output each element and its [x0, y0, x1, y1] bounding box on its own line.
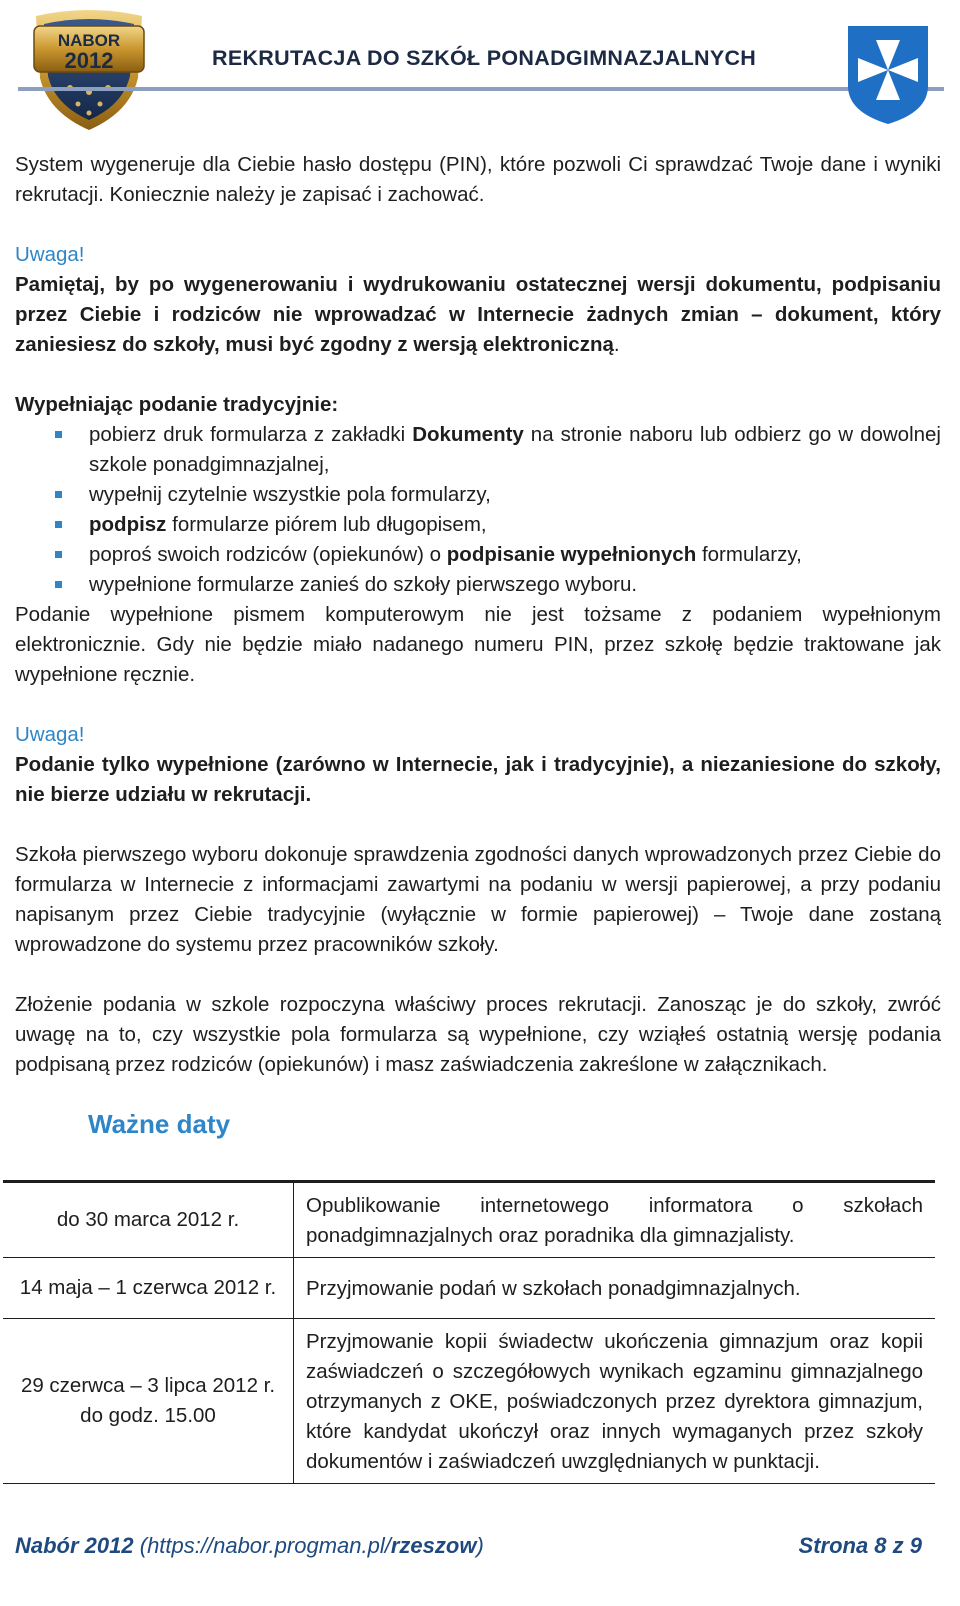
list-item: wypełnij czytelnie wszystkie pola formularzy,	[15, 480, 941, 510]
important-dates-title: Ważne daty	[88, 1109, 231, 1139]
submission-paragraph: Złożenie podania w szkole rozpoczyna właściwy proces rekrutacji. Zanosząc je do szkoły, zwróć uwagę na to, czy wszystkie pola formularza są wypełnione, czy wziąłeś ostatnią wersję podania podpisaną przez rodziców (opiekunów) i masz zaświadczenia zakreślone w załącznikach.	[15, 993, 941, 1076]
footer-url-region: rzeszow	[390, 1533, 477, 1558]
description-cell: Opublikowanie internetowego informatora o szkołach ponadgimnazjalnych oraz poradnika dla gimnazjalisty.	[306, 1194, 923, 1247]
warning-text: Pamiętaj, by po wygenerowaniu i wydrukowaniu ostatecznej wersji dokumentu, podpisaniu przez Ciebie i rodziców nie wprowadzać w Internecie żadnych zmian – dokument, który zaniesiesz do szkoły, musi być zgodny z wersją elektroniczną	[15, 273, 941, 356]
footer-url: (https://nabor.progman.pl/	[133, 1533, 391, 1558]
important-dates-table	[3, 1180, 935, 1484]
warning-label: Uwaga!	[15, 723, 85, 746]
warning-paragraph: Podanie tylko wypełnione (zarówno w Internecie, jak i tradycyjnie), a niezaniesione do szkoły, nie bierze udziału w rekrutacji.	[15, 753, 941, 806]
traditional-steps-list	[15, 420, 941, 600]
typed-form-note: Podanie wypełnione pismem komputerowym nie jest tożsame z podaniem wypełnionym elektronicznie. Gdy nie będzie miało nadanego numeru PIN, przez szkołę będzie traktowane jak wypełnione ręcznie.	[15, 603, 941, 686]
description-cell: Przyjmowanie kopii świadectw ukończenia gimnazjum oraz kopii zaświadczeń o szczegółowych wynikach egzaminu gimnazjalnego otrzymanych z OKE, poświadczonych przez dyrektora gimnazjum, które kandydat ukończył oraz innych wymaganych przez szkoły dokumentów i zaświadczeń uwzględnianych w punktacji.	[294, 1319, 936, 1484]
nabor-2012-logo	[30, 8, 148, 132]
footer-brand: Nabór 2012	[15, 1533, 134, 1558]
document-body	[15, 150, 941, 1080]
date-cell: 14 maja – 1 czerwca 2012 r.	[3, 1258, 294, 1319]
header-title: REKRUTACJA DO SZKÓŁ PONADGIMNAZJALNYCH	[212, 46, 757, 70]
list-item: wypełnione formularze zanieś do szkoły pierwszego wyboru.	[15, 570, 941, 600]
table-row	[3, 1319, 935, 1484]
date-cell: 29 czerwca – 3 lipca 2012 r. do godz. 15.00	[3, 1319, 294, 1484]
warning-end: .	[613, 333, 620, 356]
page-number: Strona 8 z 9	[798, 1533, 922, 1558]
table-row	[3, 1182, 935, 1258]
list-item: podpisz formularze piórem lub długopisem,	[15, 510, 941, 540]
warning-label: Uwaga!	[15, 243, 85, 266]
list-item: pobierz druk formularza z zakładki Dokumenty na stronie naboru lub odbierz go w dowolnej szkole ponadgimnazjalnej,	[15, 420, 941, 480]
cross-shield-icon	[846, 24, 930, 126]
footer-source: Nabór 2012 (https://nabor.progman.pl/rzeszow)	[15, 1533, 484, 1558]
traditional-heading: Wypełniając podanie tradycyjnie:	[15, 393, 339, 416]
header-rule	[18, 87, 944, 91]
list-item: poproś swoich rodziców (opiekunów) o podpisanie wypełnionych formularzy,	[15, 540, 941, 570]
pin-paragraph: System wygeneruje dla Ciebie hasło dostępu (PIN), które pozwoli Ci sprawdzać Twoje dane i wyniki rekrutacji. Koniecznie należy je zapisać i zachować.	[15, 153, 941, 206]
warning-paragraph	[15, 270, 941, 360]
table-row	[3, 1258, 935, 1319]
svg-text:NABOR: NABOR	[57, 31, 121, 50]
description-cell: Przyjmowanie podań w szkołach ponadgimnazjalnych.	[294, 1258, 936, 1319]
svg-text:2012: 2012	[64, 48, 114, 73]
date-cell: do 30 marca 2012 r.	[3, 1182, 294, 1258]
verification-paragraph: Szkoła pierwszego wyboru dokonuje sprawdzenia zgodności danych wprowadzonych przez Ciebie do formularza w Internecie z informacjami zawartymi na podaniu w wersji papierowej, a przy podaniu napisanym przez Ciebie tradycyjnie (wyłącznie w formie papierowej) – Twoje dane zostaną wprowadzone do systemu przez pracowników szkoły.	[15, 843, 941, 956]
